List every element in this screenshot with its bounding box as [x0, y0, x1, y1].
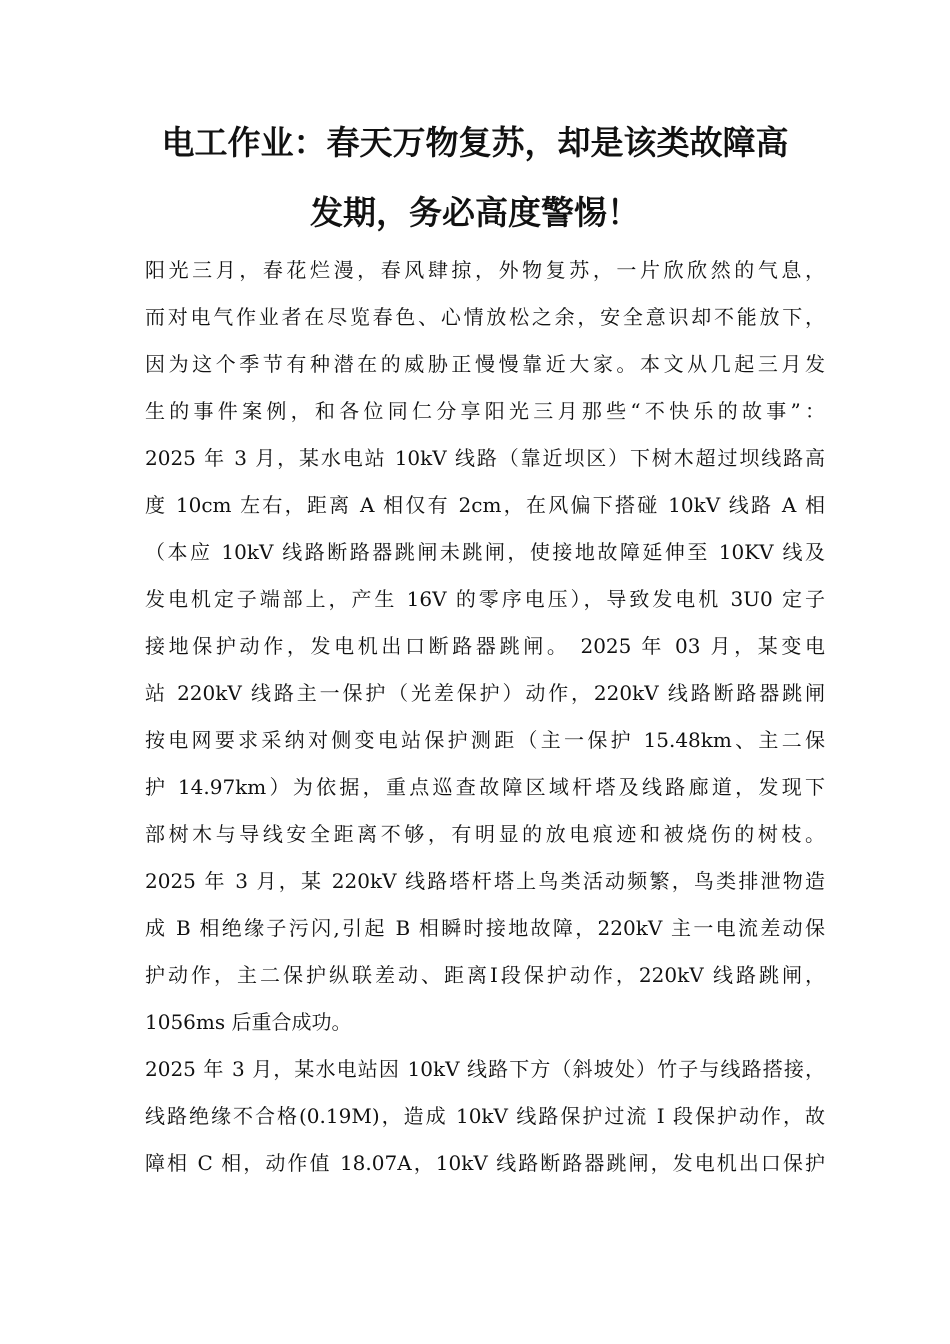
- text-line: 2025 年 3 月，某水电站 10kV 线路（靠近坝区）下树木超过坝线路高: [145, 446, 825, 470]
- text-line: 成 B 相绝缘子污闪,引起 B 相瞬时接地故障，220kV 主一电流差动保: [145, 916, 825, 940]
- text-line: 护 14.97km）为依据，重点巡查故障区域杆塔及线路廊道，发现下: [145, 775, 825, 799]
- text-line: 1056ms 后重合成功。: [145, 1010, 352, 1034]
- text-line: 而对电气作业者在尽览春色、心情放松之余，安全意识却不能放下，: [145, 305, 825, 329]
- title-line-2: 发期，务必高度警惕！: [310, 193, 640, 232]
- text-line: 生的事件案例，和各位同仁分享阳光三月那些“不快乐的故事”：: [145, 399, 825, 423]
- document-title: [130, 108, 820, 248]
- text-line: 按电网要求采纳对侧变电站保护测距（主一保护 15.48km、主二保: [145, 728, 825, 752]
- text-line: 2025 年 3 月，某 220kV 线路塔杆塔上鸟类活动频繁，鸟类排泄物造: [145, 869, 825, 893]
- text-line: 线路绝缘不合格(0.19M)，造成 10kV 线路保护过流 I 段保护动作，故: [145, 1104, 825, 1128]
- text-line: 2025 年 3 月，某水电站因 10kV 线路下方（斜坡处）竹子与线路搭接，: [145, 1057, 825, 1081]
- text-line: 护动作，主二保护纵联差动、距离Ⅰ段保护动作，220kV 线路跳闸，: [145, 963, 825, 987]
- text-line: 阳光三月，春花烂漫，春风肆掠，外物复苏，一片欣欣然的气息，: [145, 258, 825, 282]
- text-line: 发电机定子端部上，产生 16V 的零序电压），导致发电机 3U0 定子: [145, 587, 825, 611]
- text-line: （本应 10kV 线路断路器跳闸未跳闸，使接地故障延伸至 10KV 线及: [145, 540, 825, 564]
- text-line: 部树木与导线安全距离不够，有明显的放电痕迹和被烧伤的树枝。: [145, 822, 825, 846]
- text-line: 度 10cm 左右，距离 A 相仅有 2cm，在风偏下搭碰 10kV 线路 A 相: [145, 493, 825, 517]
- paragraph-2: [145, 1046, 825, 1187]
- text-line: 站 220kV 线路主一保护（光差保护）动作，220kV 线路断路器跳闸: [145, 681, 825, 705]
- text-line: 接地保护动作，发电机出口断路器跳闸。 2025 年 03 月，某变电: [145, 634, 825, 658]
- title-line-1: 电工作业：春天万物复苏，却是该类故障高: [161, 123, 789, 162]
- paragraph-1: [145, 247, 825, 1046]
- text-line: 障相 C 相，动作值 18.07A，10kV 线路断路器跳闸，发电机出口保护: [145, 1151, 825, 1175]
- document-body: [145, 247, 825, 1187]
- text-line: 因为这个季节有种潜在的威胁正慢慢靠近大家。本文从几起三月发: [145, 352, 825, 376]
